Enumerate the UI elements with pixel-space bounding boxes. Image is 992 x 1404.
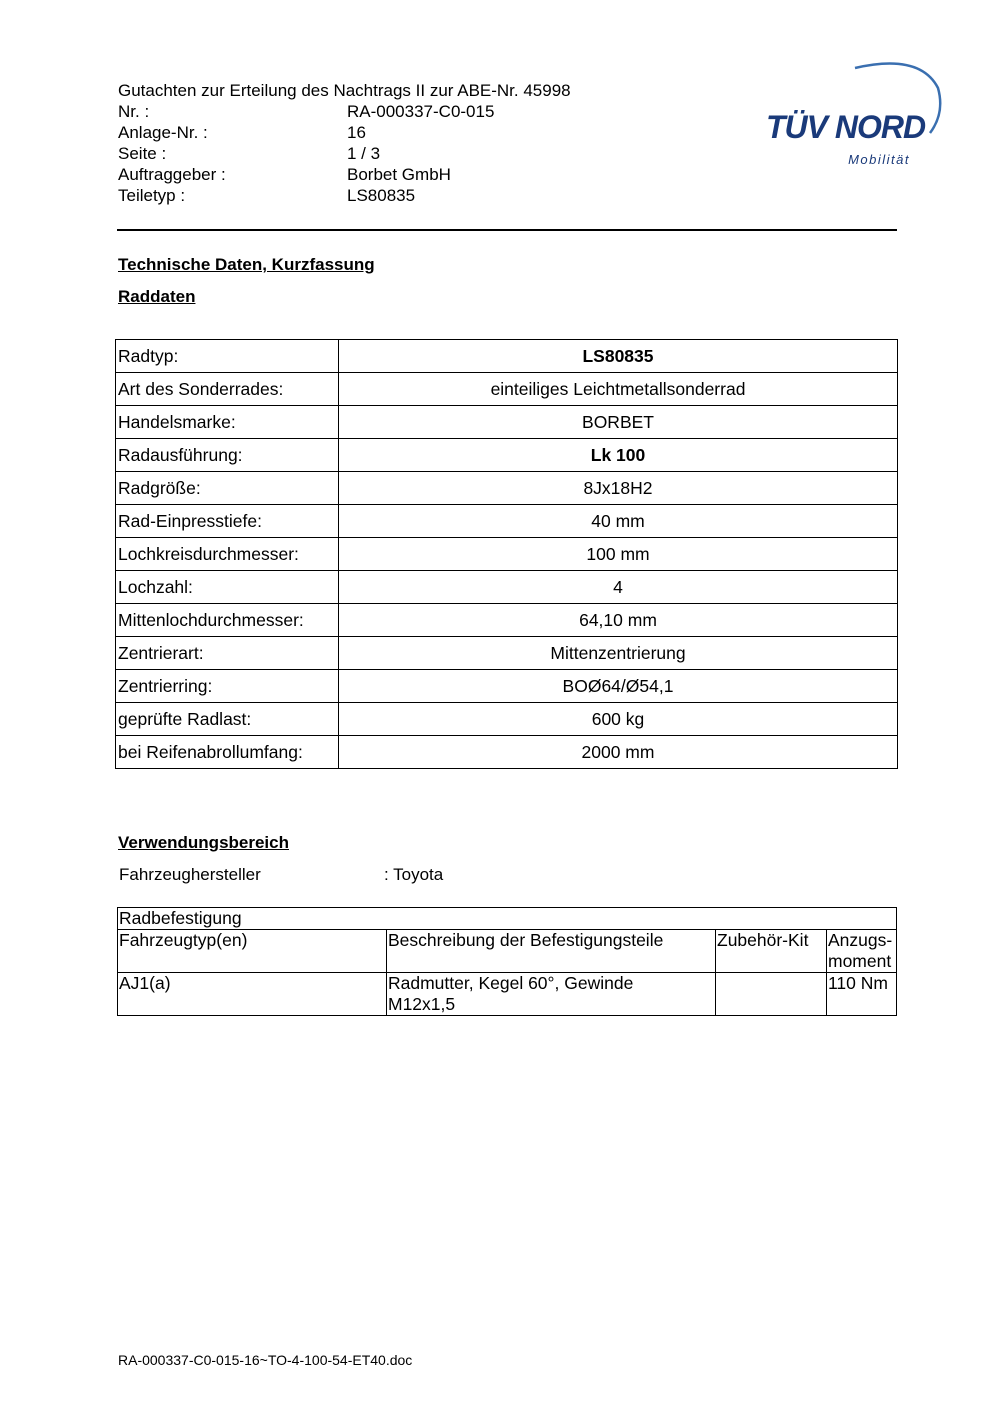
document-header	[118, 80, 571, 206]
footer-filename: RA-000337-C0-015-16~TO-4-100-54-ET40.doc	[118, 1352, 413, 1368]
row-label: Mittenlochdurchmesser:	[116, 604, 339, 637]
row-label: Rad-Einpresstiefe:	[116, 505, 339, 538]
row-label: Zentrierart:	[116, 637, 339, 670]
hersteller-value: : Toyota	[384, 865, 444, 884]
column-header: Fahrzeugtyp(en)	[118, 930, 387, 973]
row-label: Handelsmarke:	[116, 406, 339, 439]
raddaten-table	[115, 339, 898, 769]
table-row	[116, 472, 898, 505]
row-label: Lochkreisdurchmesser:	[116, 538, 339, 571]
row-label: Lochzahl:	[116, 571, 339, 604]
tuv-nord-logo	[760, 58, 945, 168]
table-row	[116, 373, 898, 406]
row-value: BOØ64/Ø54,1	[339, 670, 898, 703]
header-value: RA-000337-C0-015	[347, 102, 495, 121]
column-header-line: Anzugs-	[828, 930, 893, 950]
section-title-raddaten: Raddaten	[118, 287, 196, 306]
table-header-row	[118, 930, 897, 973]
row-value: 600 kg	[339, 703, 898, 736]
row-value: LS80835	[339, 340, 898, 373]
header-value: LS80835	[347, 186, 416, 205]
header-key: Seite :	[118, 144, 167, 163]
header-row	[118, 143, 571, 164]
table-row	[116, 439, 898, 472]
column-header-line: moment	[828, 951, 892, 971]
table-row	[116, 703, 898, 736]
cell-line: M12x1,5	[388, 994, 456, 1014]
hersteller-label: Fahrzeughersteller	[119, 865, 261, 884]
row-value: 40 mm	[339, 505, 898, 538]
row-value: 100 mm	[339, 538, 898, 571]
header-title: Gutachten zur Erteilung des Nachtrags II zur ABE-Nr. 45998	[118, 81, 571, 100]
row-value: 2000 mm	[339, 736, 898, 769]
cell-line: Radmutter, Kegel 60°, Gewinde	[388, 973, 634, 993]
header-key: Anlage-Nr. :	[118, 123, 208, 142]
row-label: Zentrierring:	[116, 670, 339, 703]
section-title-verwendungsbereich: Verwendungsbereich	[118, 833, 289, 852]
logo-brand-text: TÜV NORD	[766, 109, 926, 145]
header-row	[118, 101, 571, 122]
row-value: Mittenzentrierung	[339, 637, 898, 670]
header-key: Teiletyp :	[118, 186, 186, 205]
header-divider	[117, 229, 897, 231]
logo-sub-text: Mobilität	[848, 152, 910, 167]
row-label: Radtyp:	[116, 340, 339, 373]
cell-beschreibung	[387, 973, 716, 1016]
cell-anzugsmoment: 110 Nm	[827, 973, 897, 1016]
table-row	[116, 406, 898, 439]
row-label: geprüfte Radlast:	[116, 703, 339, 736]
column-header	[827, 930, 897, 973]
row-label: Radausführung:	[116, 439, 339, 472]
hersteller-line	[119, 865, 443, 885]
table-row	[116, 340, 898, 373]
row-label: bei Reifenabrollumfang:	[116, 736, 339, 769]
table-row	[116, 571, 898, 604]
row-label: Art des Sonderrades:	[116, 373, 339, 406]
table-row	[116, 538, 898, 571]
header-key: Nr. :	[118, 102, 150, 121]
cell-zubehoer-kit	[716, 973, 827, 1016]
column-header: Zubehör-Kit	[716, 930, 827, 973]
cell-fahrzeugtyp: AJ1(a)	[118, 973, 387, 1016]
header-row	[118, 185, 571, 206]
table-row	[118, 973, 897, 1016]
table-row	[116, 505, 898, 538]
radbefestigung-table	[117, 907, 897, 1016]
header-row	[118, 164, 571, 185]
table-title: Radbefestigung	[118, 908, 897, 930]
row-value: 64,10 mm	[339, 604, 898, 637]
row-value: Lk 100	[339, 439, 898, 472]
table-row	[116, 736, 898, 769]
table-row	[116, 604, 898, 637]
row-value: 4	[339, 571, 898, 604]
header-value: 16	[347, 123, 366, 142]
section-title-tech: Technische Daten, Kurzfassung	[118, 255, 375, 274]
header-value: 1 / 3	[347, 144, 381, 163]
header-row	[118, 122, 571, 143]
table-row	[116, 670, 898, 703]
table-row	[116, 637, 898, 670]
header-key: Auftraggeber :	[118, 165, 226, 184]
table-title-row	[118, 908, 897, 930]
column-header: Beschreibung der Befestigungsteile	[387, 930, 716, 973]
row-value: 8Jx18H2	[339, 472, 898, 505]
row-value: BORBET	[339, 406, 898, 439]
row-value: einteiliges Leichtmetallsonderrad	[339, 373, 898, 406]
row-label: Radgröße:	[116, 472, 339, 505]
header-value: Borbet GmbH	[347, 165, 451, 184]
